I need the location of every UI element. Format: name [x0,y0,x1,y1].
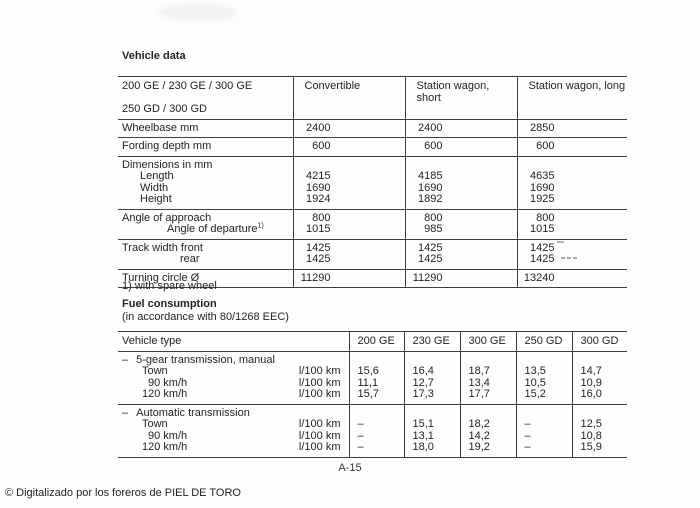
scan-artifact [158,4,236,21]
dash-bullet: – [122,353,129,366]
cell-value: 11,1 [349,378,404,390]
vehicle-data-table [118,76,627,288]
section-row-manual-transmission [118,351,627,366]
cell [405,156,517,171]
scan-artifact [557,241,564,243]
cell-value: 13240 [517,269,627,288]
column-header-230ge: 230 GE [404,332,460,352]
table-row-manual-120kmh [118,389,627,404]
cell-value: 18,2 [460,419,516,431]
cell [516,404,572,419]
cell-value: 985 [405,224,517,239]
cell-value: 11290 [405,269,517,288]
table-row-track-front [118,239,627,254]
scan-artifact [561,257,579,259]
cell-value: 4215 [293,171,405,183]
unit-label: l/100 km [298,429,341,442]
cell [404,351,460,366]
cell-value: 13,5 [516,366,572,378]
cell-value: 2400 [293,119,405,138]
cell [349,351,404,366]
row-label: Fording depth mm [118,138,293,157]
cell-value: 12,5 [572,419,627,431]
section-subtitle-eec: (in accordance with 80/1268 EEC) [122,311,289,323]
section-row-automatic-transmission [118,404,627,419]
cell-value: 1015 [517,224,627,239]
row-label: Wheelbase mm [118,119,293,138]
row-label: 90 km/h l/100 km [148,429,341,442]
cell-value: 1425 [293,239,405,254]
column-header-300ge: 300 GE [460,332,516,352]
cell-value: 1924 [293,194,405,209]
table-row-auto-90kmh [118,431,627,443]
column-header-250gd: 250 GD [516,332,572,352]
cell-value: 10,9 [572,378,627,390]
column-header-vehicle-type: Vehicle type [118,332,349,352]
cell-value: 800 [293,209,405,224]
table-row-auto-120kmh [118,442,627,457]
cell-value: 10,5 [516,378,572,390]
cell-value: 1425 [517,239,627,254]
table-row-manual-town [118,366,627,378]
watermark-text: © Digitalizado por los foreros de PIEL DE TORO [5,487,241,499]
row-label: 120 km/h l/100 km [118,442,349,457]
footnote-marker: 1) [257,222,264,230]
cell-value: 11290 [293,269,405,288]
cell [517,156,627,171]
cell-value: 15,2 [516,389,572,404]
table-row-angle-departure [118,224,627,239]
unit-label: l/100 km [298,388,341,400]
section-title: – 5-gear transmission, manual [122,353,275,366]
cell-value: 1425 [517,254,627,269]
cell [293,104,405,119]
table-row-wheelbase [118,119,627,138]
dash-bullet: – [122,406,129,419]
table-row-angle-approach [118,209,627,224]
cell-value: 13,1 [404,431,460,443]
cell-value: 1425 [405,254,517,269]
cell-value: 800 [405,209,517,224]
column-header-200ge: 200 GE [349,332,404,352]
row-label: Dimensions in mm [122,158,213,171]
cell-value: 17,3 [404,389,460,404]
cell [460,351,516,366]
cell-value: 14,2 [460,431,516,443]
unit-label: l/100 km [298,418,341,430]
cell-value: 16,4 [404,366,460,378]
cell-value: 14,7 [572,366,627,378]
cell [516,351,572,366]
cell-value: 15,6 [349,366,404,378]
cell-value: 4185 [405,171,517,183]
cell-value: 1925 [517,194,627,209]
cell-value: 18,7 [460,366,516,378]
cell-value: 12,7 [404,378,460,390]
section-title-fuel-consumption: Fuel consumption [122,298,217,310]
cell-value: 2850 [517,119,627,138]
row-label: Length [140,170,174,182]
row-label: Town l/100 km [142,365,341,377]
row-label: 90 km/h l/100 km [148,376,341,389]
cell-value: 2400 [405,119,517,138]
cell-value: 1690 [517,183,627,195]
row-label: Track width front [122,241,203,254]
cell [404,404,460,419]
table-row-height [118,194,627,209]
cell-value: 1425 [405,239,517,254]
cell-value: 4635 [517,171,627,183]
cell-value: – [349,431,404,443]
fuel-consumption-table [118,331,627,458]
page-number: A-15 [338,462,362,474]
cell-value: 18,0 [404,442,460,457]
row-label: Turning circle Ø [118,269,293,288]
table-header-row [118,104,627,119]
footnote-spare-wheel: 1) with spare wheel [122,280,217,292]
column-header-300gd: 300 GD [572,332,627,352]
unit-label: l/100 km [298,365,341,377]
cell [293,156,405,171]
row-label: Height [118,194,293,209]
cell-value: 1690 [293,183,405,195]
cell [405,104,517,119]
table-row-dimensions-header [118,156,627,171]
cell-value: 1690 [405,183,517,195]
cell [517,104,627,119]
cell-value: 800 [517,209,627,224]
row-label: Width [140,181,169,194]
row-label: Town l/100 km [142,418,341,430]
cell-value: 17,7 [460,389,516,404]
cell-value: 600 [517,138,627,157]
table-header-row [118,77,627,105]
cell-value: 13,4 [460,378,516,390]
unit-label: l/100 km [298,376,341,389]
cell [349,404,404,419]
cell-value: 19,2 [460,442,516,457]
unit-label: l/100 km [298,441,341,453]
table-row-track-rear [118,254,627,269]
column-header-convertible: Convertible [293,77,405,105]
table-row-auto-town [118,419,627,431]
column-header-wagon-short: Station wagon, short [405,77,517,105]
cell-value: 15,9 [572,442,627,457]
model-header-line1: 200 GE / 230 GE / 300 GE [118,77,293,105]
row-label: Angle of departure$^{1)}$ [118,224,293,239]
table-row-length [118,171,627,183]
cell-value: 1015 [293,224,405,239]
table-row-fording-depth [118,138,627,157]
cell-value: 15,7 [349,389,404,404]
row-label: Angle of approach [122,211,212,224]
cell-value: – [516,419,572,431]
table-header-row [118,332,627,352]
cell-value: 10,8 [572,431,627,443]
cell [572,351,627,366]
section-title-vehicle-data: Vehicle data [122,50,186,62]
row-label: 120 km/h l/100 km [118,389,349,404]
cell [572,404,627,419]
cell-value: 600 [405,138,517,157]
column-header-wagon-long: Station wagon, long [517,77,627,105]
row-label: rear [118,254,293,269]
cell-value: – [349,419,404,431]
cell-value: – [349,442,404,457]
cell-value: 16,0 [572,389,627,404]
cell-value: – [516,442,572,457]
model-header-line2: 250 GD / 300 GD [118,104,293,119]
cell-value: 1892 [405,194,517,209]
cell-value: – [516,431,572,443]
cell-value: 600 [293,138,405,157]
cell-value: 1425 [293,254,405,269]
section-title: – Automatic transmission [122,406,250,419]
cell [460,404,516,419]
cell-value: 15,1 [404,419,460,431]
